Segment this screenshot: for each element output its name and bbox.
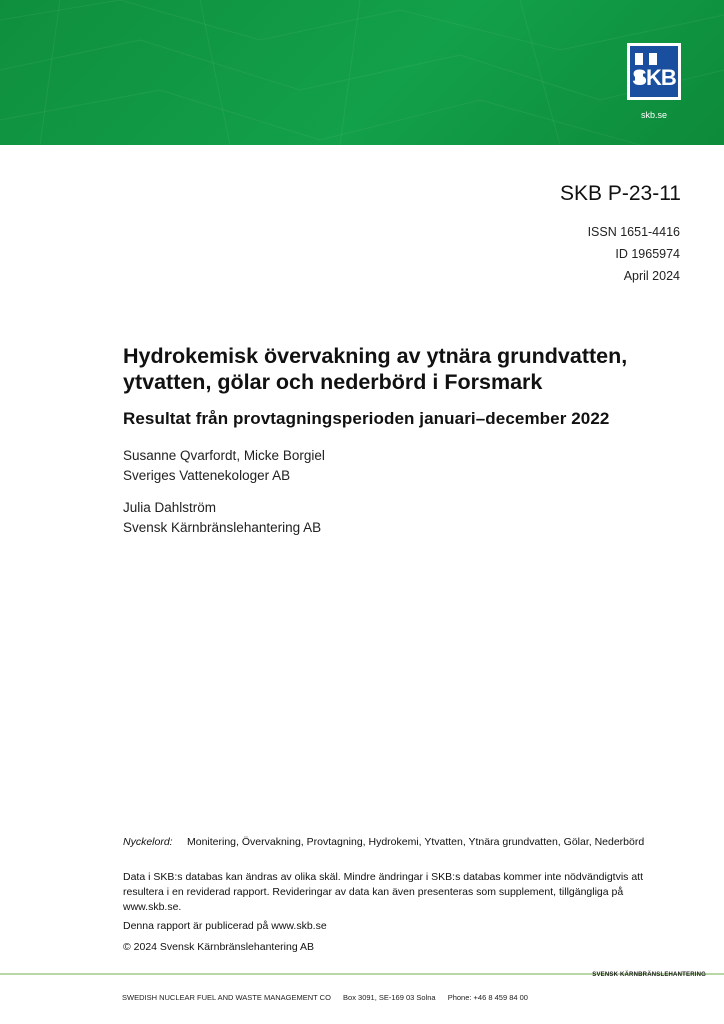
author-organization: Sveriges Vattenekologer AB <box>123 468 291 483</box>
banner-pattern <box>0 0 724 145</box>
footer-company: SWEDISH NUCLEAR FUEL AND WASTE MANAGEMENT CO <box>122 993 331 1002</box>
logo-text: SKB <box>632 65 676 90</box>
authors-group-2 <box>123 498 321 538</box>
site-link[interactable]: skb.se <box>640 110 667 120</box>
title-line-1: Hydrokemisk övervakning av ytnära grundvatten, <box>123 344 628 368</box>
issn: ISSN 1651-4416 <box>587 225 680 239</box>
document-subtitle: Resultat från provtagningsperioden januari–december 2022 <box>123 409 610 428</box>
keywords <box>123 835 663 849</box>
report-number: SKB P-23-11 <box>559 182 681 205</box>
publication-note: Denna rapport är publicerad på www.skb.se <box>123 920 327 932</box>
author-names: Susanne Qvarfordt, Micke Borgiel <box>123 448 325 463</box>
logo-bars <box>635 52 673 64</box>
database-notice: Data i SKB:s databas kan ändras av olika skäl. Mindre ändringar i SKB:s databas kommer inte nödvändigtvis att resultera i en reviderad rapport. Revideringar av data kan även presenteras som supplement, tillgängliga på www.skb.se. <box>123 871 644 913</box>
footer-brand: SVENSK KÄRNBRÄNSLEHANTERING <box>592 972 706 978</box>
report-meta <box>588 221 680 287</box>
footer-contact <box>122 993 538 1002</box>
header-banner <box>0 0 724 145</box>
report-id: ID 1965974 <box>615 247 680 261</box>
document-title <box>123 343 683 395</box>
author-names: Julia Dahlström <box>123 500 217 515</box>
report-date: April 2024 <box>623 269 680 283</box>
footer-phone: Phone: +46 8 459 84 00 <box>447 993 528 1002</box>
footer-address: Box 3091, SE-169 03 Solna <box>343 993 436 1002</box>
keywords-label: Nyckelord: <box>123 836 173 848</box>
author-organization: Svensk Kärnbränslehantering AB <box>123 520 322 535</box>
title-line-2: ytvatten, gölar och nederbörd i Forsmark <box>123 370 543 394</box>
authors-group-1 <box>123 446 325 486</box>
logo-mark <box>630 46 678 97</box>
keywords-text: Monitering, Övervakning, Provtagning, Hydrokemi, Ytvatten, Ytnära grundvatten, Gölar, Nederbörd <box>187 836 645 848</box>
copyright: © 2024 Svensk Kärnbränslehantering AB <box>123 941 315 953</box>
skb-logo <box>627 43 681 100</box>
